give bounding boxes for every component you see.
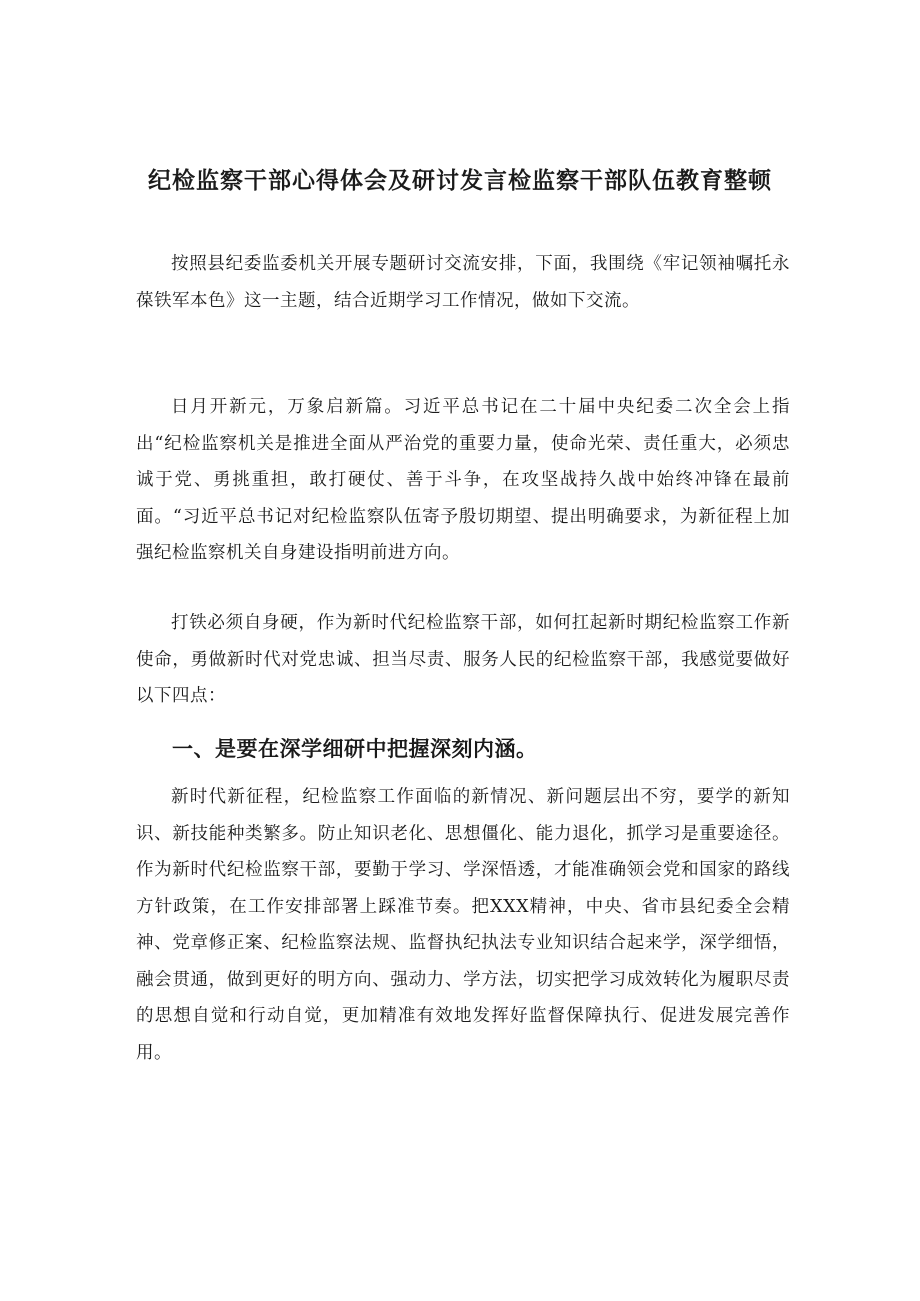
- context-paragraph: 日月开新元，万象启新篇。习近平总书记在二十届中央纪委二次全会上指出“纪检监察机关是推进全面从严治党的重要力量，使命光荣、责任重大，必须忠诚于党、勇挑重担，敢打硬仗、善于斗争，在攻坚战持久战中始终冲锋在最前面。“习近平总书记对纪检监察队伍寄予殷切期望、提出明确要求，为新征程上加强纪检监察机关自身建设指明前进方向。: [136, 397, 790, 563]
- section-paragraph: 新时代新征程，纪检监察工作面临的新情况、新问题层出不穷，要学的新知识、新技能种类繁多。防止知识老化、思想僵化、能力退化，抓学习是重要途径。作为新时代纪检监察干部，要勤于学习、学深悟透，才能准确领会党和国家的路线方针政策，在工作安排部署上踩准节奏。把XXX精神，中央、省市县纪委全会精神、党章修正案、纪检监察法规、监督执纪执法专业知识结合起来学，深学细悟，融会贯通，做到更好的明方向、强动力、学方法，切实把学习成效转化为履职尽责的思想自觉和行动自觉，更加精准有效地发挥好监督保障执行、促进发展完善作用。: [136, 787, 790, 1063]
- intro-paragraph: 按照县纪委监委机关开展专题研讨交流安排，下面，我围绕《牢记领袖嘱托永葆铁军本色》这一主题，结合近期学习工作情况，做如下交流。: [136, 254, 790, 311]
- document-title: 纪检监察干部心得体会及研讨发言检监察干部队伍教育整顿: [148, 168, 772, 194]
- lead-in-paragraph: 打铁必须自身硬，作为新时代纪检监察干部，如何扛起新时期纪检监察工作新使命，勇做新时代对党忠诚、担当尽责、服务人民的纪检监察干部，我感觉要做好以下四点：: [136, 613, 790, 706]
- section-heading: 一、是要在深学细研中把握深刻内涵。: [172, 737, 538, 761]
